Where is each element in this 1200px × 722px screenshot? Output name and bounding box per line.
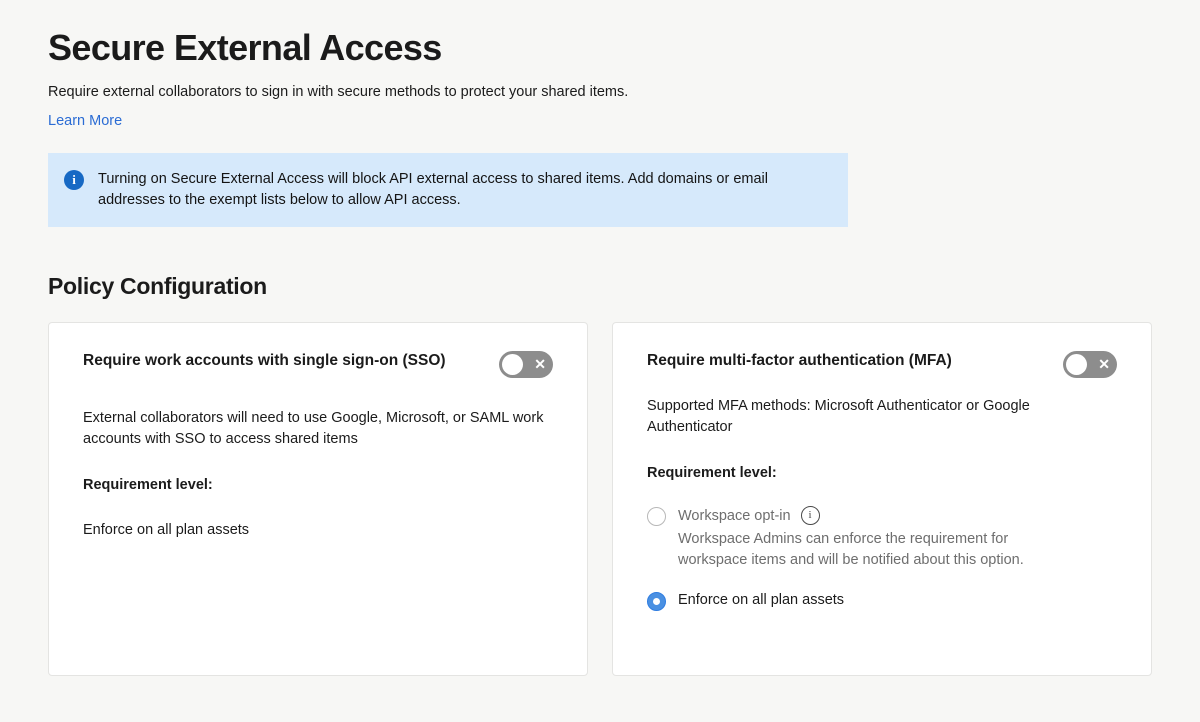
card-sso-title: Require work accounts with single sign-on (SSO) [83, 351, 446, 369]
sso-toggle[interactable] [499, 351, 553, 378]
page-subtitle: Require external collaborators to sign in with secure methods to protect your shared items. [48, 83, 629, 100]
close-icon: ✕ [534, 356, 546, 373]
learn-more-link[interactable]: Learn More [48, 112, 123, 129]
mfa-toggle[interactable] [1063, 351, 1117, 378]
close-icon: ✕ [1098, 356, 1110, 373]
card-mfa-requirement-label: Requirement level: [647, 465, 777, 482]
card-mfa-description: Supported MFA methods: Microsoft Authenticator or Google Authenticator [647, 397, 1030, 435]
card-sso-header [83, 351, 553, 378]
section-title-policy-configuration: Policy Configuration [48, 272, 267, 299]
card-mfa-header [647, 351, 1117, 378]
card-mfa [612, 322, 1152, 676]
card-sso-requirement-value: Enforce on all plan assets [83, 521, 250, 538]
mfa-toggle-knob [1066, 354, 1087, 375]
radio-option-enforce-all-plan-assets[interactable] [647, 590, 1117, 611]
radio-label-workspace-opt-in: Workspace opt-in [678, 507, 791, 524]
info-icon: i [64, 170, 84, 190]
card-sso-description: External collaborators will need to use Google, Microsoft, or SAML work accounts with SSO to access shared items [83, 409, 544, 447]
card-sso [48, 322, 588, 676]
card-sso-requirement-label: Requirement level: [83, 477, 213, 494]
mfa-requirement-options [647, 506, 1117, 611]
sso-toggle-knob [502, 354, 523, 375]
policy-cards [48, 322, 1152, 676]
radio-help-workspace-opt-in: Workspace Admins can enforce the requirement for workspace items and will be notified about this option. [678, 531, 1024, 568]
info-banner-text: Turning on Secure External Access will block API external access to shared items. Add domains or email addresses to the exempt lists below to allow API access. [98, 170, 769, 208]
radio-label-enforce-all-plan-assets: Enforce on all plan assets [678, 592, 845, 609]
page-title: Secure External Access [48, 27, 442, 68]
radio-option-workspace-opt-in[interactable] [647, 506, 1117, 571]
card-mfa-title: Require multi-factor authentication (MFA) [647, 351, 952, 369]
info-icon[interactable]: i [801, 506, 820, 525]
radio-option-workspace-opt-in-main [678, 506, 1078, 527]
radio-button-workspace-opt-in[interactable] [647, 507, 666, 526]
info-banner [48, 153, 848, 227]
card-sso-body [83, 408, 553, 540]
radio-button-enforce-all-plan-assets[interactable] [647, 592, 666, 611]
card-mfa-body [647, 396, 1117, 611]
